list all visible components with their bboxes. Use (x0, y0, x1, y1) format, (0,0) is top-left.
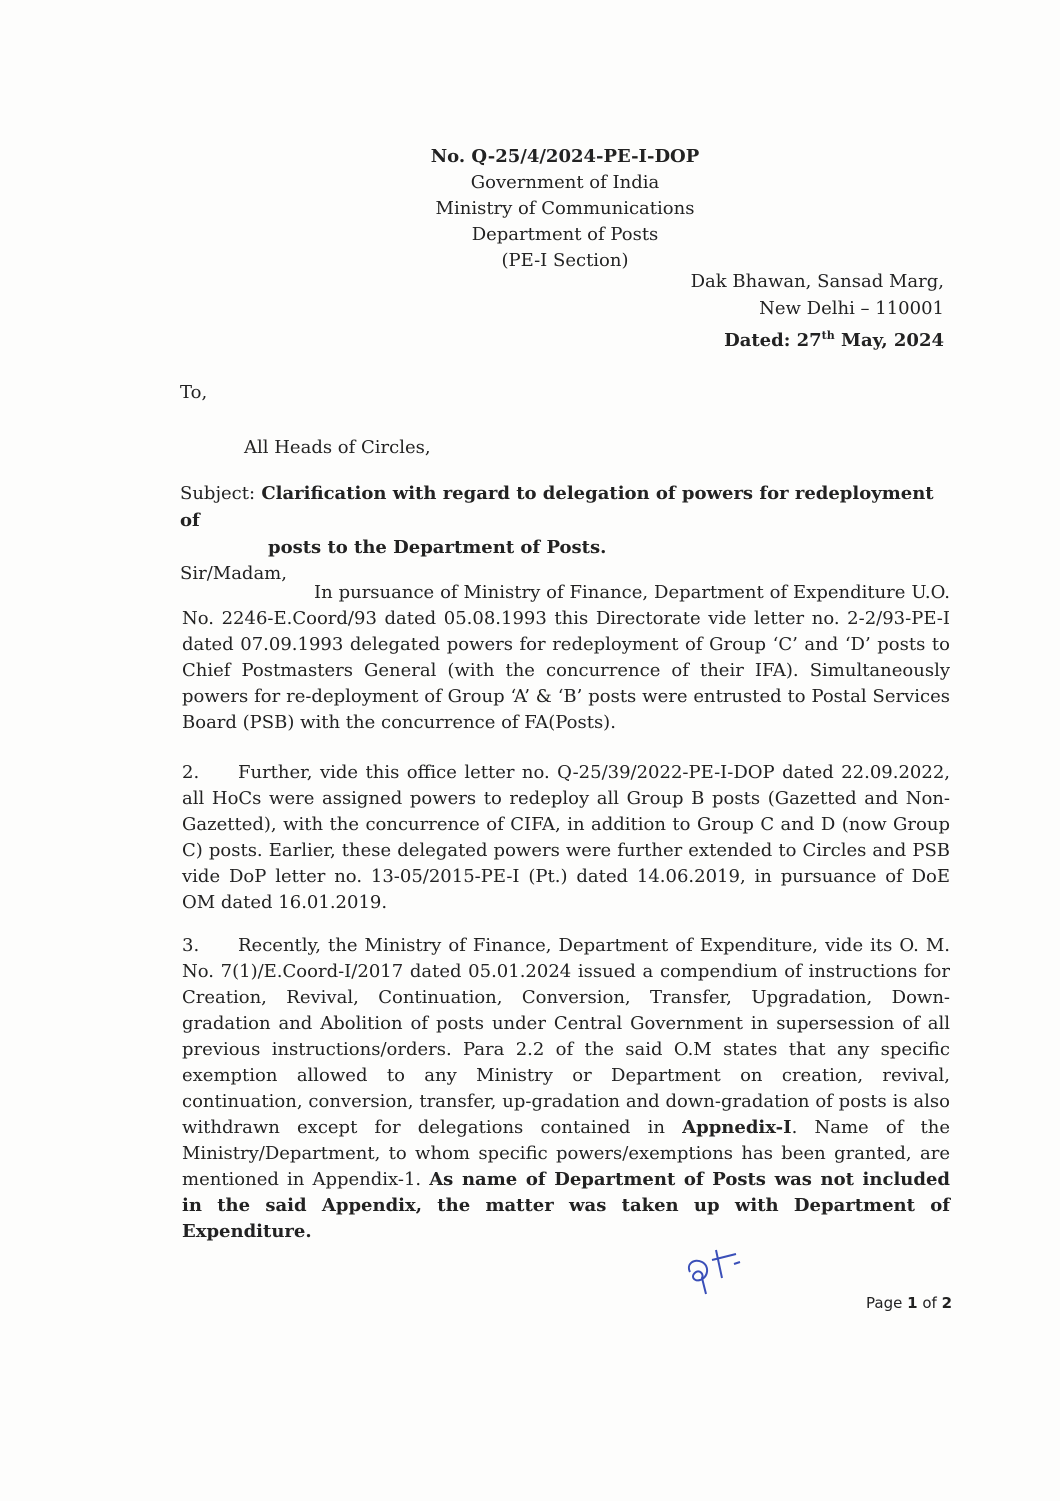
paragraph-3-bold-conclusion: As name of Department of Posts was not included in the said Appendix, the matter was taken up with Department of Expenditure. (182, 1169, 950, 1242)
date-suffix: May, 2024 (834, 330, 944, 351)
paragraph-3-text-a: Recently, the Ministry of Finance, Department of Expenditure, vide its O. M. No. 7(1)/E.Coord-I/2017 dated 05.01.2024 issued a compendium of instructions for Creation, Revival, Continuation, Conversion, Transfer, Upgradation, Down-gradation and Abolition of posts under Central Government in supersession of all previous instructions/orders. Para 2.2 of the said O.M states that any specific exemption allowed to any Ministry or Department on creation, revival, continuation, conversion, transfer, up-gradation and down-gradation of posts is also withdrawn except for delegations contained in (182, 935, 950, 1138)
subject-text-line1: Clarification with regard to delegation of powers for redeployment of (180, 483, 934, 531)
subject-text-line2: posts to the Department of Posts. (268, 537, 607, 558)
ministry-name: Ministry of Communications (435, 198, 695, 219)
date-sup: th (821, 329, 835, 342)
page-number (866, 1294, 952, 1312)
page-prefix: Page (866, 1294, 908, 1312)
date-prefix: Dated: 27 (724, 330, 822, 351)
paragraph-2 (182, 760, 950, 916)
paragraph-2-number: 2. (182, 762, 200, 783)
government-name: Government of India (470, 172, 660, 193)
file-number: No. Q-25/4/2024-PE-I-DOP (430, 146, 700, 167)
section-name: (PE-I Section) (501, 250, 629, 271)
letter-date (691, 322, 944, 354)
to-label: To, (180, 382, 208, 403)
appendix-reference: Appnedix-I (682, 1117, 792, 1138)
paragraph-1: In pursuance of Ministry of Finance, Department of Expenditure U.O. No. 2246-E.Coord/93 dated 05.08.1993 this Directorate vide letter no. 2-2/93-PE-I dated 07.09.1993 delegated powers for redeployment of Group ‘C’ and ‘D’ posts to Chief Postmasters General (with the concurrence of their IFA). Simultaneously powers for re-deployment of Group ‘A’ & ‘B’ posts were entrusted to Postal Services Board (PSB) with the concurrence of FA(Posts). (182, 582, 950, 733)
subject (180, 480, 946, 561)
subject-label: Subject: (180, 483, 256, 504)
address-line2: New Delhi – 110001 (759, 298, 944, 319)
paragraph-2-text: Further, vide this office letter no. Q-25/39/2022-PE-I-DOP dated 22.09.2022, all HoCs were assigned powers to redeploy all Group B posts (Gazetted and Non-Gazetted), with the concurrence of CIFA, in addition to Group C and D (now Group C) posts. Earlier, these delegated powers were further extended to Circles and PSB vide DoP letter no. 13-05/2015-PE-I (Pt.) dated 14.06.2019, in pursuance of DoE OM dated 16.01.2019. (182, 762, 950, 913)
paragraph-3-number: 3. (182, 935, 200, 956)
page-total: 2 (941, 1294, 952, 1312)
address-line1: Dak Bhawan, Sansad Marg, (690, 271, 944, 292)
salutation: Sir/Madam, (180, 563, 287, 584)
department-name: Department of Posts (471, 224, 659, 245)
paragraph-3-text-b: . Name of the Ministry/Department, to whom specific powers/exemptions has been granted, are mentioned in Appendix-1. (182, 1117, 950, 1190)
handwritten-initial-icon (682, 1242, 762, 1304)
addressee: All Heads of Circles, (244, 437, 431, 458)
sender-address (691, 268, 944, 354)
page-current: 1 (907, 1294, 918, 1312)
paragraph-3 (182, 933, 950, 1245)
page-of: of (917, 1294, 942, 1312)
letter-header (380, 144, 750, 274)
